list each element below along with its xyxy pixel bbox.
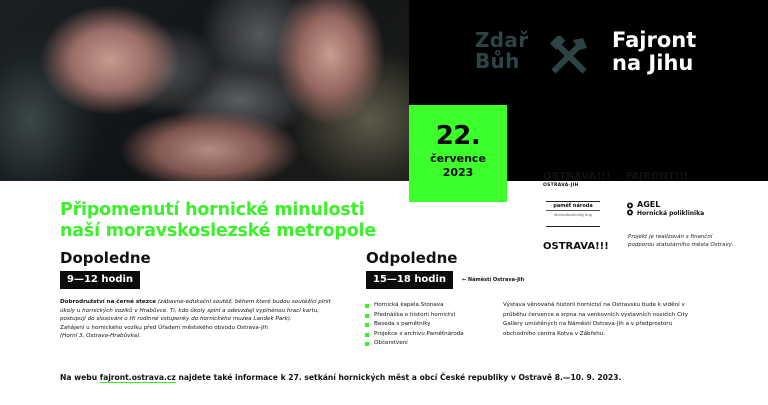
agel-logo-sub: Hornická poliklinika bbox=[637, 210, 705, 217]
event-title bbox=[612, 29, 696, 75]
list-item bbox=[365, 311, 464, 321]
headline-line1: Připomenutí hornické minulosti bbox=[60, 200, 365, 220]
program-item-label: Občerstvení bbox=[374, 340, 408, 347]
bullet-icon bbox=[365, 323, 369, 327]
list-item bbox=[365, 320, 464, 330]
pamet-naroda-logo bbox=[546, 201, 600, 227]
funding-note: Projekt je realizován s finanční podporou statutárního města Ostravy. bbox=[628, 234, 734, 248]
footer-prefix: Na webu bbox=[60, 373, 100, 382]
pamet-naroda-label: paměť národa bbox=[546, 202, 600, 211]
bullet-icon bbox=[365, 304, 369, 308]
morning-description bbox=[60, 298, 340, 341]
program-item-label: Přednáška o historii hornictví bbox=[374, 311, 456, 318]
crossed-hammers-icon bbox=[549, 36, 589, 76]
exhibition-description: Výstava věnovaná historii hornictví na Ostravsku bude k vidění v průběhu července a srpna na venkovních výstavních nosičích City Gallery umístěných na Náměstí Ostrava-Jih a v předprostoru obchodního centra Kotva v Zábřehu. bbox=[503, 302, 689, 337]
morning-activity-title: Dobrodružství na černé stezce bbox=[60, 299, 157, 305]
coal-hands-photo bbox=[0, 0, 409, 181]
date-day: 22. bbox=[435, 121, 481, 151]
agel-logo: AGEL bbox=[637, 200, 661, 209]
bullet-icon bbox=[365, 333, 369, 337]
footer-note bbox=[60, 373, 621, 383]
website-link[interactable]: fajront.ostrava.cz bbox=[99, 373, 176, 382]
date-year: 2023 bbox=[442, 166, 474, 179]
headline-line2: naší moravskoslezské metropole bbox=[60, 221, 377, 241]
morning-start-text: Zahájení u hornického vozíku před Úřadem městského obvodu Ostrava-Jih bbox=[60, 324, 268, 331]
list-item bbox=[365, 339, 464, 349]
bullet-icon bbox=[365, 342, 369, 346]
afternoon-place: ← Náměstí Ostrava-Jih bbox=[462, 277, 525, 283]
agel-logo-icon bbox=[626, 202, 634, 216]
morning-activity-details: (zábavné-edukační soutěž, během které budou soutěžící plnit úkoly u hornických vozíků v Hrabůvce. Ti, kdo úkoly splní a odevzdají vyplněnou hrací kartu, postupují do slosování o tři rodinné vstupenky do hornického muzea Landek Park). bbox=[60, 299, 331, 323]
fajront-logo: FAJRONT!!! bbox=[626, 171, 689, 182]
event-title-line1: Fajront bbox=[612, 28, 697, 52]
bullet-icon bbox=[365, 314, 369, 318]
headline bbox=[60, 200, 376, 242]
footer-suffix: najdete také informace k 27. setkání hornických měst a obcí České republiky v Ostravě 8.—10. 9. 2023. bbox=[175, 373, 622, 382]
afternoon-title: Odpoledne bbox=[366, 249, 458, 267]
morning-time-badge: 9—12 hodin bbox=[60, 271, 140, 289]
ostrava-city-logo: OSTRAVA!!! bbox=[543, 241, 609, 252]
morning-title: Dopoledne bbox=[60, 249, 151, 267]
program-item-label: Projekce z archivu Paměťnároda bbox=[374, 330, 464, 337]
program-item-label: Hornická kapela Stonava bbox=[374, 302, 444, 308]
afternoon-time-badge: 15—18 hodin bbox=[366, 271, 453, 289]
ostrava-jih-logo: OSTRAVA!!! bbox=[543, 171, 611, 182]
morning-start-location: (Horní 3, Ostrava-Hrabůvka). bbox=[60, 333, 142, 340]
ostrava-jih-logo-sub: OSTRAVA-JIH bbox=[543, 183, 579, 188]
list-item bbox=[365, 301, 464, 311]
list-item bbox=[365, 330, 464, 340]
date-box bbox=[409, 105, 507, 202]
date-month: července bbox=[430, 152, 486, 165]
event-title-line2: na Jihu bbox=[612, 51, 694, 75]
greeting-line2: Bůh bbox=[475, 49, 520, 73]
greeting-line1: Zdař bbox=[475, 28, 529, 52]
pamet-naroda-sub: Moravskoslezský kraj bbox=[553, 213, 593, 217]
program-item-label: Beseda s pamětníky bbox=[374, 321, 431, 328]
afternoon-program-list bbox=[365, 301, 464, 349]
greeting bbox=[475, 30, 528, 72]
